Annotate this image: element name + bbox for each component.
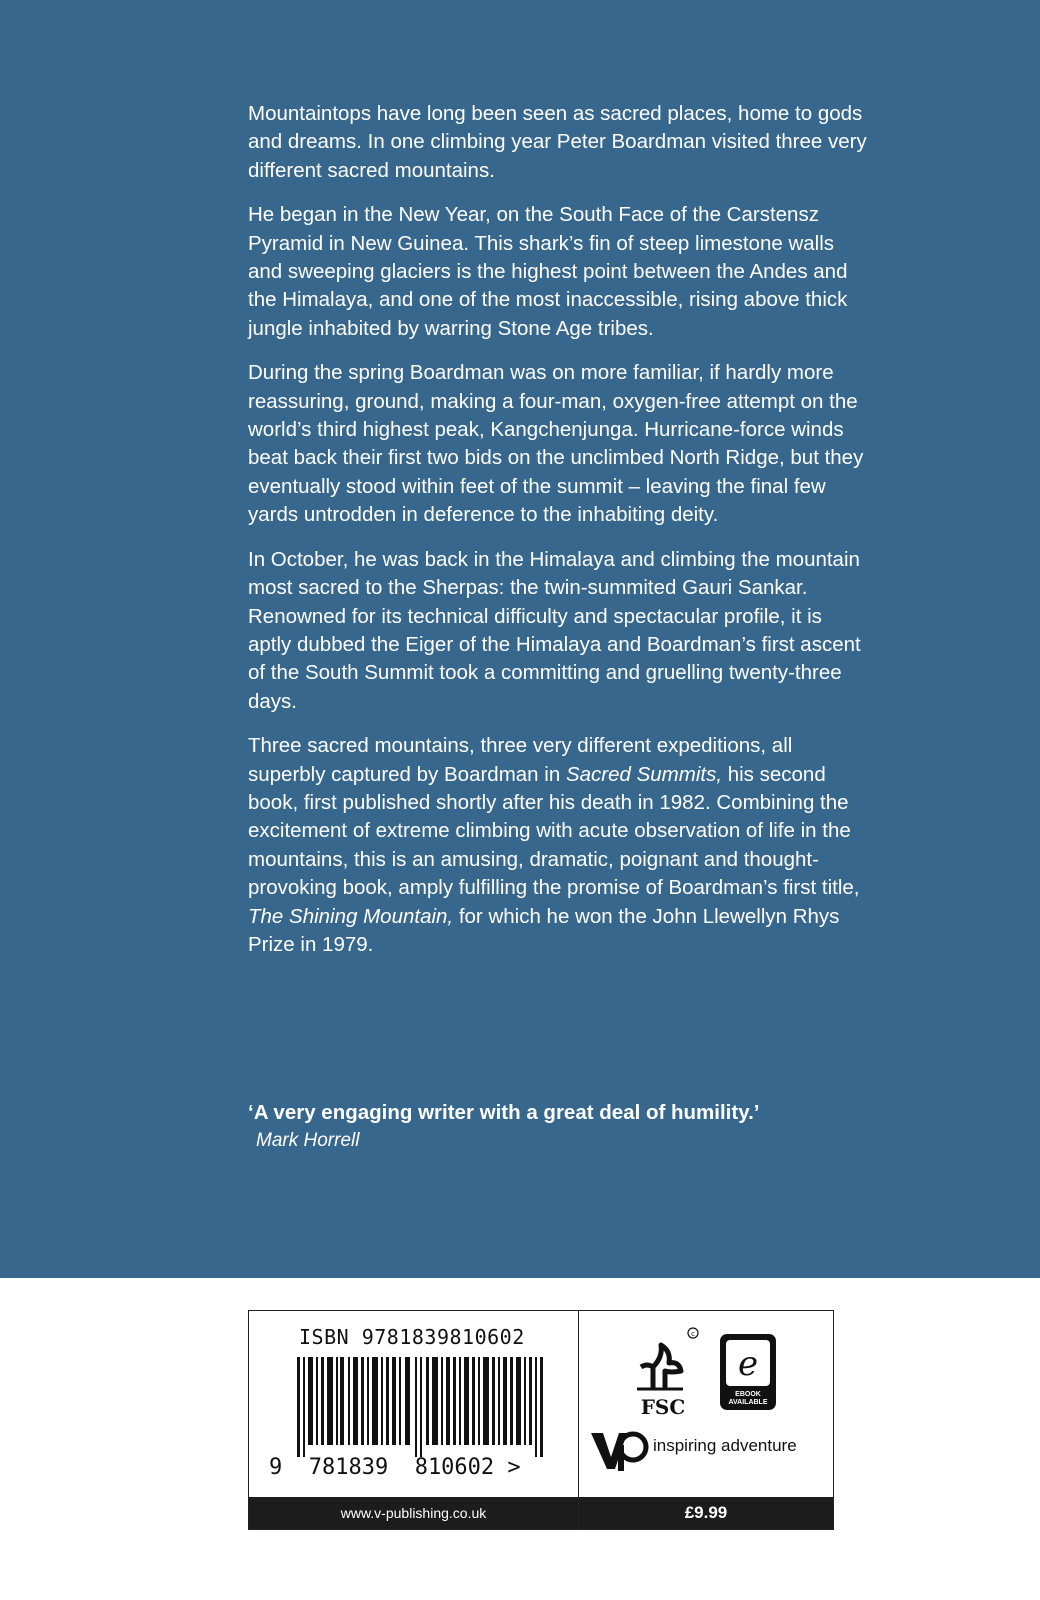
publisher-website[interactable]: www.v-publishing.co.uk	[249, 1497, 578, 1529]
publisher-tagline: inspiring adventure	[653, 1436, 797, 1455]
blurb-paragraph-3: During the spring Boardman was on more familiar, if hardly more reassuring, ground, making a four-man, oxygen-free attempt on the world’s third highest peak, Kangchenjunga. Hurricane-force winds beat back their first two bids on the unclimbed North Ridge, but they eventually stood within feet of the summit – leaving the final few yards untrodden in deference to the inhabiting deity.	[248, 361, 864, 527]
barcode-digits: 9 781839 810602 >	[269, 1455, 521, 1480]
book-title-sacred-summits: Sacred Summits,	[565, 762, 723, 786]
svg-text:e: e	[737, 1344, 759, 1384]
barcode-icon	[297, 1357, 545, 1457]
blurb-p5-part-c: for which he won the John Llewellyn Rhys Prize in 1979.	[248, 904, 840, 956]
book-title-shining-mountain: The Shining Mountain,	[248, 904, 454, 928]
barcode-panel	[248, 1310, 834, 1530]
review-quote	[248, 1099, 888, 1155]
ebook-label	[719, 1391, 777, 1407]
vp-logo-icon	[589, 1429, 649, 1473]
svg-text:c: c	[691, 1330, 695, 1338]
isbn-label: ISBN 9781839810602	[299, 1325, 525, 1349]
blurb	[248, 100, 868, 975]
blurb-p5-part-a: Three sacred mountains, three very different expeditions, all superbly captured by Boardman in	[248, 734, 793, 786]
ebook-label-line1: EBOOK	[735, 1391, 761, 1398]
quote-text: ‘A very engaging writer with a great deal of humility.’	[248, 1101, 760, 1124]
blurb-paragraph-2: He began in the New Year, on the South Face of the Carstensz Pyramid in New Guinea. This shark’s fin of steep limestone walls and sweeping glaciers is the highest point between the Andes and the Himalaya, and one of the most inaccessible, rising above thick jungle inhabited by warring Stone Age tribes.	[248, 203, 848, 340]
blurb-p5-part-b: his second book, first published shortly after his death in 1982. Combining the excitement of extreme climbing with acute observation of life in the mountains, this is an amusing, dramatic, poignant and thought-provoking book, amply fulfilling the promise of Boardman’s first title,	[248, 762, 860, 900]
blurb-paragraph-1: Mountaintops have long been seen as sacred places, home to gods and dreams. In one climbing year Peter Boardman visited three very different sacred mountains.	[248, 102, 867, 182]
blurb-paragraph-4: In October, he was back in the Himalaya and climbing the mountain most sacred to the Sherpas: the twin-summited Gauri Sankar. Renowned for its technical difficulty and spectacular profile, it is aptly dubbed the Eiger of the Himalaya and Boardman’s first ascent of the South Summit took a committing and gruelling twenty-three days.	[248, 547, 861, 713]
price-label: £9.99	[579, 1497, 833, 1529]
ebook-label-line2: AVAILABLE	[728, 1399, 768, 1406]
fsc-label: FSC	[640, 1395, 686, 1419]
blurb-paragraph-5	[248, 732, 868, 959]
quote-author: Mark Horrell	[256, 1130, 360, 1151]
